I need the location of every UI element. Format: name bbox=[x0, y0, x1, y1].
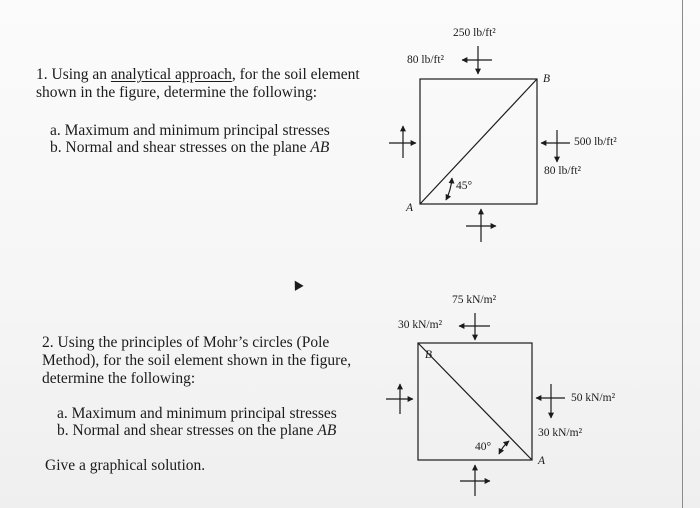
figure1-top-normal-label: 250 lb/ft² bbox=[453, 27, 496, 39]
item-marker: b. bbox=[57, 422, 69, 439]
problem2-text: Using the principles of Mohr’s circles (Pole bbox=[57, 334, 330, 351]
figure2-point-a: A bbox=[538, 455, 546, 467]
figure1-top-shear-label: 80 lb/ft² bbox=[407, 54, 444, 66]
problem1-text: Using an bbox=[51, 66, 108, 83]
figure1-right-shear-label: 80 lb/ft² bbox=[544, 165, 581, 177]
figure2-element bbox=[386, 313, 565, 496]
figure2-top-normal-label: 75 kN/m² bbox=[452, 294, 497, 306]
item-marker: b. bbox=[50, 139, 62, 156]
figure2-point-b: B bbox=[425, 349, 433, 361]
figure2-right-shear-label: 30 kN/m² bbox=[538, 427, 583, 439]
figure2-right-normal-label: 50 kN/m² bbox=[571, 392, 616, 404]
problem2-line3: determine the following: bbox=[42, 370, 196, 387]
figure2-angle-arc bbox=[499, 441, 509, 454]
plane-label: AB bbox=[317, 422, 337, 439]
problem2-line2: Method), for the soil element shown in the figure, bbox=[42, 352, 352, 369]
figure2-angle-label: 40° bbox=[475, 441, 492, 453]
problem1-underlined-phrase: analytical approach bbox=[110, 66, 232, 83]
problem1-line2: shown in the figure, determine the following: bbox=[36, 84, 318, 101]
item-text: Maximum and minimum principal stresses bbox=[64, 122, 330, 139]
figure1-point-b: B bbox=[543, 73, 551, 85]
problem1-text-end: , for the soil element bbox=[231, 66, 360, 83]
item-marker: a. bbox=[50, 122, 61, 139]
figure2-top-shear-label: 30 kN/m² bbox=[398, 319, 443, 331]
problem2-number: 2. bbox=[42, 334, 54, 351]
plane-label: AB bbox=[310, 139, 330, 156]
figure1-right-normal-label: 500 lb/ft² bbox=[574, 136, 617, 148]
item-text: Normal and shear stresses on the plane bbox=[72, 422, 314, 439]
figure1-point-a: A bbox=[406, 202, 414, 214]
problem1-number: 1. bbox=[36, 66, 48, 83]
figure1-angle-arc bbox=[446, 178, 452, 200]
item-marker: a. bbox=[57, 405, 68, 422]
item-text: Maximum and minimum principal stresses bbox=[71, 405, 337, 422]
figure1-angle-label: 45° bbox=[456, 180, 473, 192]
figure1-plane-ab bbox=[420, 79, 537, 204]
problem2-note: Give a graphical solution. bbox=[45, 457, 206, 474]
item-text: Normal and shear stresses on the plane bbox=[65, 139, 307, 156]
